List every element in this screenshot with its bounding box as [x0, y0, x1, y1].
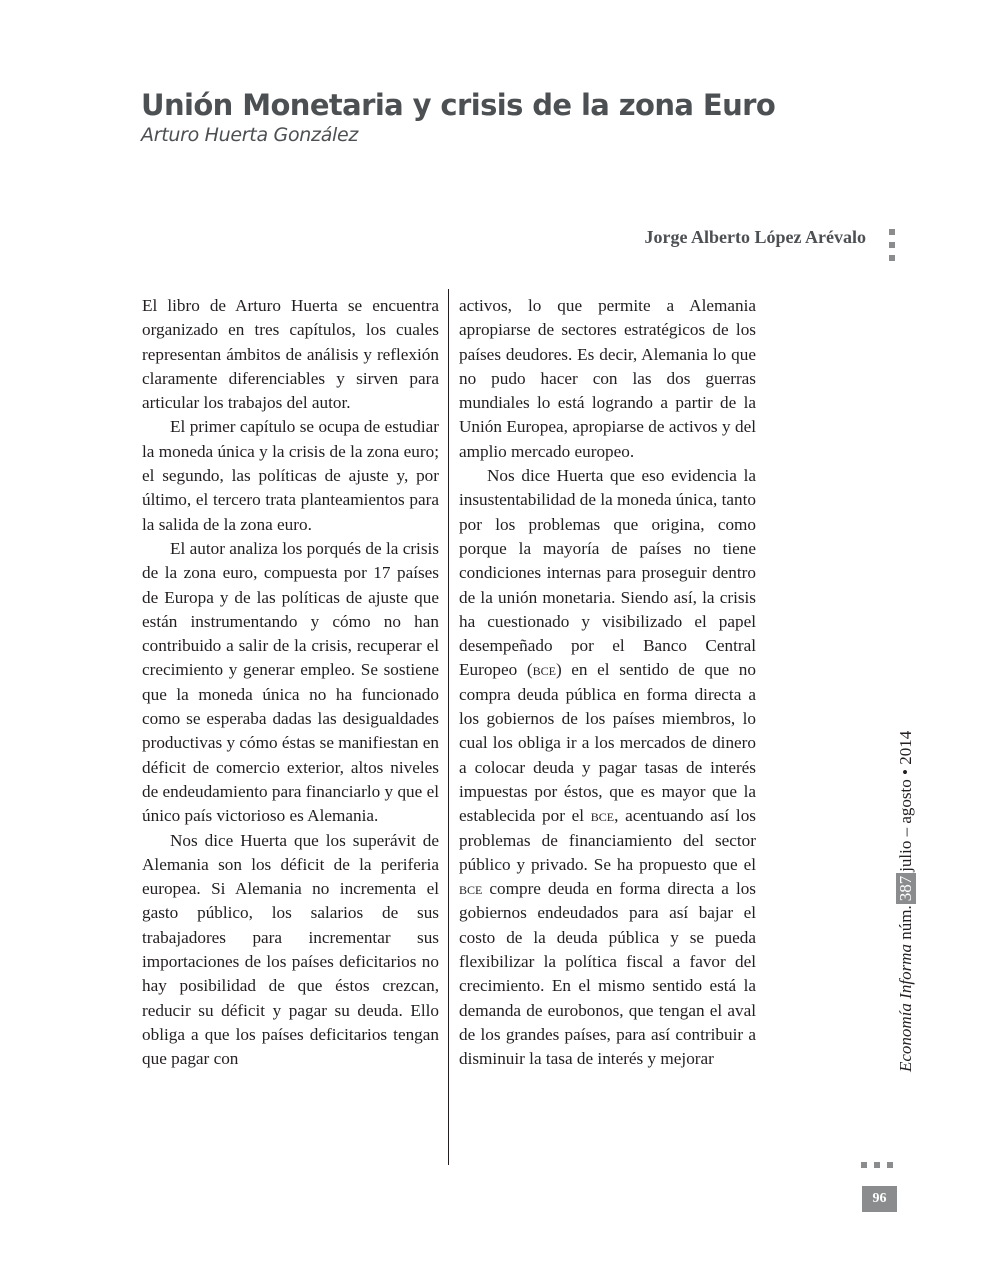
horizontal-dots-ornament — [861, 1155, 900, 1161]
page-number: 96 — [862, 1186, 897, 1212]
reviewer-name: Jorge Alberto López Arévalo — [644, 227, 866, 247]
paragraph: El libro de Arturo Huerta se encuentra organizado en tres capítulos, los cuales representan ámbitos de análisis y reflexión claramente diferenciables y sirven para articular los trabajos del autor. — [142, 296, 439, 413]
paragraph: Nos dice Huerta que eso evidencia la insustentabilidad de la moneda única, tanto por los problemas que origina, como porque la mayoría de países no tiene condiciones internas para proseguir dentro de la unión monetaria. Siendo así, la crisis ha cuestionado y visibilizado el papel desempeñado por el Banco Central Europeo (bce) en el sentido de que no compra deuda pública en forma directa a los gobiernos de los países miembros, lo cual los obliga ir a los mercados de dinero a colocar deuda y pagar tasas de interés impuestas por éstos, que es mayor que la establecida por el bce, acentuando así los problemas de financiamiento del sector público y privado. Se ha propuesto que el bce compre deuda en forma directa a los gobiernos endeudados para así bajar el costo de la deuda pública y se pueda flexibilizar la política fiscal a favor del crecimiento. En el mismo sentido está la demanda de eurobonos, que tengan el aval de los grandes países, para así contribuir a disminuir la tasa de interés y mejorar — [459, 466, 756, 1069]
paragraph: El autor analiza los porqués de la crisis de la zona euro, compuesta por 17 países de Europa y de las políticas de ajuste que están instrumentando y cómo no han contribuido a salir de la crisis, recuperar el crecimiento y generar empleo. Se sostiene que la moneda única no ha funcionado como se esperaba dadas las desigualdades productivas y cómo éstas se manifiestan en déficit de comercio exterior, altos niveles de endeudamiento para financiarlo y que el único país victorioso es Alemania. — [142, 538, 439, 826]
paragraph: El primer capítulo se ocupa de estudiar la moneda única y la crisis de la zona euro; el segundo, las políticas de ajuste y, por último, el tercero trata planteamientos para la salida de la zona euro. — [142, 417, 439, 534]
paragraph: Nos dice Huerta que los superávit de Alemania son los déficit de la periferia europea. Si Alemania no incrementa el gasto público, los salarios de sus trabajadores para incrementar sus importaciones de los países deficitarios no hay posibilidad de que éstos crezcan, reducir su déficit y pagar su deuda. Ello obliga a que los países deficitarios tengan que pagar con — [142, 830, 439, 1069]
journal-caption — [896, 731, 916, 1072]
issue-period: julio – agosto • 2014 — [896, 730, 915, 872]
text-column-left — [142, 294, 439, 1072]
article-title: Unión Monetaria y crisis de la zona Euro — [141, 88, 776, 122]
acronym-bce: bce — [590, 806, 615, 826]
acronym-bce: bce — [459, 879, 483, 899]
issue-number: 387 — [896, 873, 916, 905]
paragraph: activos, lo que permite a Alemania apropiarse de sectores estratégicos de los países deudores. Es decir, Alemania lo que no pudo hacer con las dos guerras mundiales lo está logrando a partir de la Unión Europea, apropiarse de activos y del amplio mercado europeo. — [459, 296, 756, 461]
text-column-right — [459, 294, 756, 1072]
book-author: Arturo Huerta González — [141, 124, 359, 146]
issue-label: núm. — [896, 905, 915, 940]
vertical-dots-ornament — [889, 229, 895, 268]
acronym-bce: bce — [532, 660, 556, 680]
column-divider — [448, 289, 449, 1165]
journal-name: Economía Informa — [896, 944, 915, 1072]
